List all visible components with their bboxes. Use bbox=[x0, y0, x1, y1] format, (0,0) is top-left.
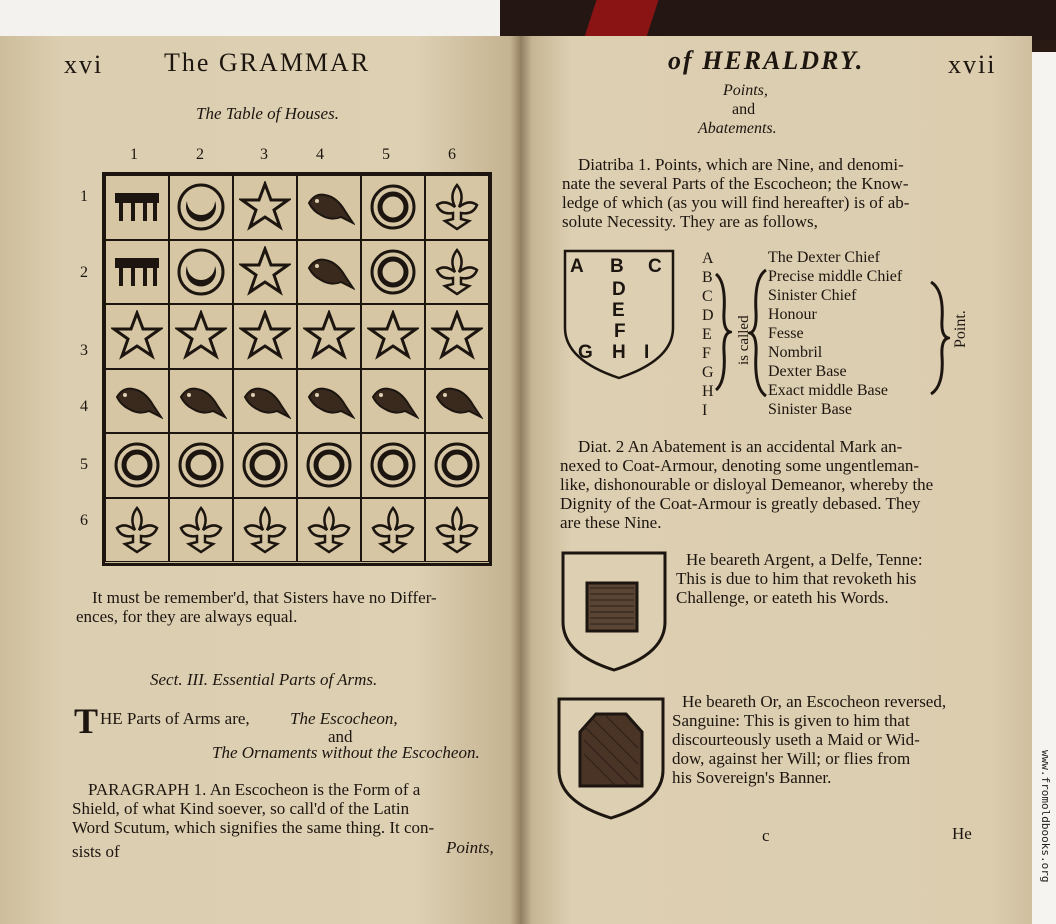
paragraph1-line4: sists of bbox=[72, 842, 120, 861]
table-cell-r2-c1 bbox=[105, 240, 169, 305]
table-cell-r4-c6 bbox=[425, 369, 489, 434]
point-name-1: Precise middle Chief bbox=[768, 268, 903, 285]
shield-point-E: E bbox=[612, 300, 625, 321]
reversed-line3: discourteously useth a Maid or Wid- bbox=[672, 730, 920, 749]
table-cell-r4-c5 bbox=[361, 369, 425, 434]
shield-point-I: I bbox=[644, 342, 650, 363]
martlet-bird-icon bbox=[367, 375, 419, 427]
delfe-line3: Challenge, or eateth his Words. bbox=[676, 588, 889, 607]
column-number-4: 4 bbox=[316, 146, 324, 163]
bookmark-ribbon bbox=[584, 0, 659, 40]
mullet-star-icon bbox=[239, 181, 291, 233]
crescent-icon bbox=[175, 181, 227, 233]
martlet-bird-icon bbox=[303, 375, 355, 427]
background-top-left bbox=[0, 0, 500, 40]
table-cell-r6-c5 bbox=[361, 498, 425, 563]
label-icon bbox=[111, 246, 163, 298]
point-name-4: Fesse bbox=[768, 325, 804, 342]
mullet-star-icon bbox=[303, 310, 355, 362]
table-cell-r4-c2 bbox=[169, 369, 233, 434]
table-cell-r1-c4 bbox=[297, 175, 361, 240]
table-cell-r6-c2 bbox=[169, 498, 233, 563]
table-cell-r2-c2 bbox=[169, 240, 233, 305]
fleur-de-lis-icon bbox=[239, 504, 291, 556]
mullet-star-icon bbox=[367, 310, 419, 362]
table-cell-r3-c6 bbox=[425, 304, 489, 369]
crescent-icon bbox=[175, 246, 227, 298]
table-cell-r3-c2 bbox=[169, 304, 233, 369]
annulet-ring-icon bbox=[367, 181, 419, 233]
diatriba-line1: Diatriba 1. Points, which are Nine, and denomi- bbox=[578, 155, 904, 174]
table-cell-r1-c5 bbox=[361, 175, 425, 240]
table-of-houses bbox=[102, 172, 492, 566]
diatriba-line3: ledge of which (as you will find hereafter) is of ab- bbox=[562, 193, 910, 212]
point-letter-3: D bbox=[702, 307, 714, 324]
table-cell-r3-c5 bbox=[361, 304, 425, 369]
row-number-5: 5 bbox=[80, 456, 88, 473]
reversed-line4: dow, against her Will; or flies from bbox=[672, 749, 911, 768]
table-cell-r6-c3 bbox=[233, 498, 297, 563]
table-cell-r2-c6 bbox=[425, 240, 489, 305]
sisters-note-line2: ences, for they are always equal. bbox=[76, 607, 298, 626]
section-heading: Sect. III. Essential Parts of Arms. bbox=[150, 670, 378, 689]
diatriba-line4: solute Necessity. They are as follows, bbox=[562, 212, 818, 231]
paragraph1-line1: PARAGRAPH 1. An Escocheon is the Form of a bbox=[88, 780, 421, 799]
fleur-de-lis-icon bbox=[175, 504, 227, 556]
table-caption: The Table of Houses. bbox=[196, 104, 339, 123]
parts-line1-b: The Escocheon, bbox=[290, 709, 398, 728]
label-icon bbox=[111, 181, 163, 233]
annulet-ring-icon bbox=[431, 439, 483, 491]
point-name-3: Honour bbox=[768, 306, 817, 323]
point-name-5: Nombril bbox=[768, 344, 823, 361]
table-cell-r6-c6 bbox=[425, 498, 489, 563]
heading-and: and bbox=[732, 101, 756, 118]
table-cell-r5-c6 bbox=[425, 433, 489, 498]
point-letter-8: I bbox=[702, 402, 708, 419]
shield-point-C: C bbox=[648, 256, 662, 277]
right-running-head: of HERALDRY. bbox=[668, 46, 865, 75]
shield-point-G: G bbox=[578, 342, 593, 363]
table-cell-r1-c1 bbox=[105, 175, 169, 240]
diat2-line1: Diat. 2 An Abatement is an accidental Mark an- bbox=[578, 437, 903, 456]
heading-abatements: Abatements. bbox=[698, 120, 777, 137]
table-cell-r1-c6 bbox=[425, 175, 489, 240]
watermark bbox=[1034, 750, 1056, 920]
delfe-shield bbox=[560, 550, 668, 672]
parts-line2: and bbox=[328, 727, 353, 746]
column-number-3: 3 bbox=[260, 146, 268, 163]
martlet-bird-icon bbox=[303, 246, 355, 298]
table-cell-r4-c4 bbox=[297, 369, 361, 434]
table-cell-r3-c4 bbox=[297, 304, 361, 369]
martlet-bird-icon bbox=[431, 375, 483, 427]
annulet-ring-icon bbox=[239, 439, 291, 491]
table-cell-r3-c1 bbox=[105, 304, 169, 369]
brace-middle-icon bbox=[748, 268, 768, 398]
shield-point-A: A bbox=[570, 256, 584, 277]
reversed-line5: his Sovereign's Banner. bbox=[672, 768, 832, 787]
point-letter-6: G bbox=[702, 364, 714, 381]
martlet-bird-icon bbox=[111, 375, 163, 427]
table-cell-r4-c1 bbox=[105, 369, 169, 434]
fleur-de-lis-icon bbox=[367, 504, 419, 556]
reversed-escocheon-shield bbox=[556, 696, 666, 820]
table-cell-r1-c3 bbox=[233, 175, 297, 240]
paragraph1-line2: Shield, of what Kind soever, so call'd of the Latin bbox=[72, 799, 410, 818]
point-name-7: Exact middle Base bbox=[768, 382, 888, 399]
point-letter-2: C bbox=[702, 288, 713, 305]
mullet-star-icon bbox=[239, 246, 291, 298]
table-cell-r5-c1 bbox=[105, 433, 169, 498]
point-name-8: Sinister Base bbox=[768, 401, 852, 418]
row-number-1: 1 bbox=[80, 188, 88, 205]
table-cell-r5-c2 bbox=[169, 433, 233, 498]
row-number-6: 6 bbox=[80, 512, 88, 529]
left-running-head: The GRAMMAR bbox=[164, 48, 371, 77]
shield-point-F: F bbox=[614, 321, 626, 342]
martlet-bird-icon bbox=[303, 181, 355, 233]
left-catchword: Points, bbox=[446, 838, 494, 857]
diatriba-line2: nate the several Parts of the Escocheon; the Know- bbox=[562, 174, 909, 193]
point-name-2: Sinister Chief bbox=[768, 287, 857, 304]
point-name-6: Dexter Base bbox=[768, 363, 847, 380]
mullet-star-icon bbox=[175, 310, 227, 362]
martlet-bird-icon bbox=[175, 375, 227, 427]
shield-point-B: B bbox=[610, 256, 624, 277]
table-cell-r5-c5 bbox=[361, 433, 425, 498]
row-number-3: 3 bbox=[80, 342, 88, 359]
martlet-bird-icon bbox=[239, 375, 291, 427]
row-number-2: 2 bbox=[80, 264, 88, 281]
fleur-de-lis-icon bbox=[431, 504, 483, 556]
point-name-0: The Dexter Chief bbox=[768, 249, 880, 266]
column-number-6: 6 bbox=[448, 146, 456, 163]
book-gutter bbox=[510, 36, 532, 924]
fleur-de-lis-icon bbox=[431, 181, 483, 233]
paragraph1-line3: Word Scutum, which signifies the same thing. It con- bbox=[72, 818, 435, 837]
left-page-number: xvi bbox=[64, 50, 104, 79]
point-letter-4: E bbox=[702, 326, 712, 343]
delfe-line2: This is due to him that revoketh his bbox=[676, 569, 917, 588]
table-cell-r1-c2 bbox=[169, 175, 233, 240]
background-top-right bbox=[500, 0, 1056, 40]
mullet-star-icon bbox=[111, 310, 163, 362]
column-number-2: 2 bbox=[196, 146, 204, 163]
mullet-star-icon bbox=[431, 310, 483, 362]
is-called-label: is called bbox=[736, 315, 752, 365]
parts-line3: The Ornaments without the Escocheon. bbox=[212, 743, 480, 762]
watermark-text: www.fromoldbooks.org bbox=[1039, 750, 1052, 883]
point-letter-7: H bbox=[702, 383, 714, 400]
annulet-ring-icon bbox=[111, 439, 163, 491]
delfe-line1: He beareth Argent, a Delfe, Tenne: bbox=[686, 550, 923, 569]
point-letter-0: A bbox=[702, 250, 714, 267]
drop-cap: T bbox=[74, 701, 99, 741]
annulet-ring-icon bbox=[175, 439, 227, 491]
parts-line1-a: HE Parts of Arms are, bbox=[100, 709, 250, 728]
heading-points: Points, bbox=[723, 82, 768, 99]
annulet-ring-icon bbox=[303, 439, 355, 491]
fleur-de-lis-icon bbox=[111, 504, 163, 556]
table-cell-r2-c3 bbox=[233, 240, 297, 305]
sisters-note-line1: It must be remember'd, that Sisters have no Differ- bbox=[92, 588, 437, 607]
annulet-ring-icon bbox=[367, 439, 419, 491]
reversed-line2: Sanguine: This is given to him that bbox=[672, 711, 910, 730]
column-number-5: 5 bbox=[382, 146, 390, 163]
table-cell-r2-c5 bbox=[361, 240, 425, 305]
point-label: Point. bbox=[952, 310, 969, 348]
column-number-1: 1 bbox=[130, 146, 138, 163]
shield-point-H: H bbox=[612, 342, 626, 363]
signature-mark: c bbox=[762, 826, 770, 845]
table-cell-r2-c4 bbox=[297, 240, 361, 305]
table-cell-r5-c3 bbox=[233, 433, 297, 498]
brace-right-icon bbox=[928, 280, 950, 396]
diat2-line3: like, dishonourable or disloyal Demeanor, whereby the bbox=[560, 475, 934, 494]
table-cell-r3-c3 bbox=[233, 304, 297, 369]
annulet-ring-icon bbox=[367, 246, 419, 298]
fleur-de-lis-icon bbox=[431, 246, 483, 298]
right-catchword: He bbox=[952, 824, 972, 843]
table-cell-r6-c4 bbox=[297, 498, 361, 563]
diat2-line4: Dignity of the Coat-Armour is greatly debased. They bbox=[560, 494, 921, 513]
table-cell-r6-c1 bbox=[105, 498, 169, 563]
point-letter-5: F bbox=[702, 345, 711, 362]
right-page-number: xvii bbox=[948, 50, 997, 79]
brace-left-icon bbox=[712, 272, 732, 392]
shield-point-D: D bbox=[612, 279, 626, 300]
table-cell-r4-c3 bbox=[233, 369, 297, 434]
diat2-line5: are these Nine. bbox=[560, 513, 662, 532]
point-letter-1: B bbox=[702, 269, 713, 286]
fleur-de-lis-icon bbox=[303, 504, 355, 556]
row-number-4: 4 bbox=[80, 398, 88, 415]
diat2-line2: nexed to Coat-Armour, denoting some ungentleman- bbox=[560, 456, 920, 475]
table-cell-r5-c4 bbox=[297, 433, 361, 498]
reversed-line1: He beareth Or, an Escocheon reversed, bbox=[682, 692, 947, 711]
mullet-star-icon bbox=[239, 310, 291, 362]
